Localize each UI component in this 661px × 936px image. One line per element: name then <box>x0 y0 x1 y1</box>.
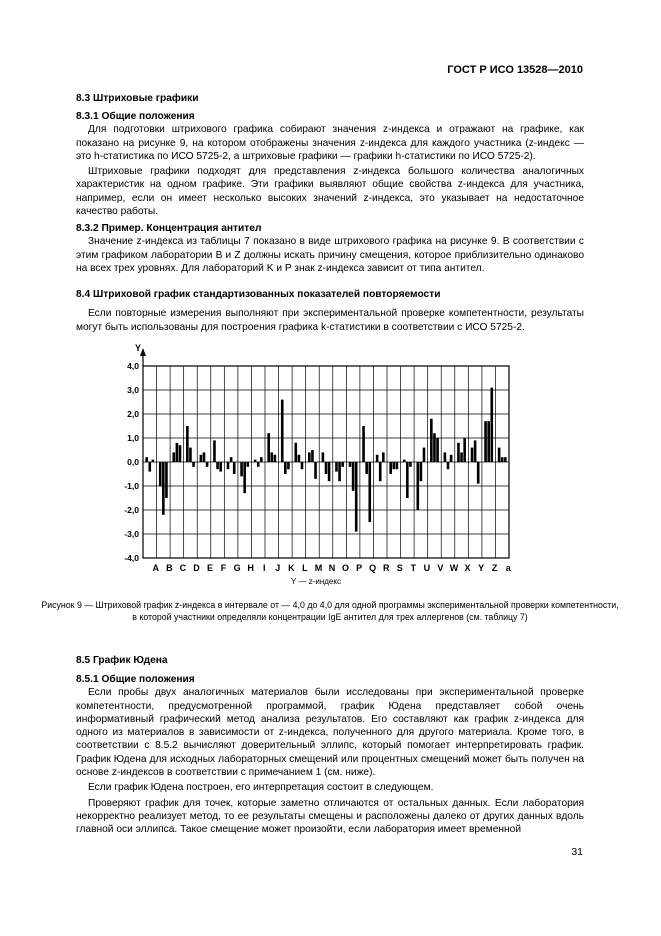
section-8-3-1 <box>76 110 584 218</box>
section-8-5-1-title: 8.5.1 Общие положения <box>76 674 195 685</box>
section-8-4-para-1: Если повторные измерения выполняют при экспериментальной проверке компетентности, результаты могут быть использованы для построения графика k-статистики в соответствии с ИСО 5725-2. <box>76 308 584 333</box>
bar-D-2 <box>189 448 192 462</box>
section-8-5-1 <box>76 673 584 837</box>
section-8-5 <box>76 654 584 667</box>
bar-K-1 <box>281 400 284 462</box>
bar-S-2 <box>392 462 395 469</box>
bar-U-3 <box>423 448 426 462</box>
bar-J-1 <box>267 433 270 462</box>
bar-J-2 <box>270 452 273 462</box>
bar-K-3 <box>287 462 290 469</box>
bar-E-2 <box>203 452 206 462</box>
bar-R-3 <box>382 452 385 462</box>
bar-Y-2 <box>474 440 477 462</box>
bar-T-2 <box>406 462 409 498</box>
bar-C-1 <box>172 452 175 462</box>
bar-a-1 <box>498 448 501 462</box>
bar-Z-3 <box>490 388 493 462</box>
bar-C-3 <box>179 445 182 462</box>
x-tick-label: a <box>505 563 511 573</box>
bar-S-1 <box>389 462 392 474</box>
bar-Y-3 <box>477 462 480 484</box>
bar-B-2 <box>162 462 165 515</box>
bar-M-1 <box>308 452 311 462</box>
bar-Q-2 <box>365 462 368 474</box>
bar-R-2 <box>379 462 382 481</box>
bar-E-3 <box>206 462 209 467</box>
bar-P-2 <box>352 462 355 491</box>
bar-G-3 <box>233 462 236 474</box>
bar-X-3 <box>463 438 466 462</box>
section-8-3-title: 8.3 Штриховые графики <box>76 93 199 104</box>
y-tick-label: 3,0 <box>127 385 139 395</box>
bar-chart <box>0 340 661 590</box>
x-tick-label: F <box>220 563 227 573</box>
x-tick-label: M <box>314 563 323 573</box>
bar-P-1 <box>349 462 352 467</box>
bar-Y-1 <box>471 448 474 462</box>
bar-F-3 <box>219 462 222 472</box>
section-8-5-title: 8.5 График Юдена <box>76 655 168 666</box>
bar-G-2 <box>230 457 233 462</box>
bar-I-1 <box>254 460 257 462</box>
x-tick-label: N <box>328 563 336 573</box>
bar-B-3 <box>165 462 168 498</box>
bar-G-1 <box>227 462 230 469</box>
y-tick-label: -1,0 <box>124 481 139 491</box>
section-8-5-1-para-2: Если график Юдена построен, его интерпретация состоит в следующем. <box>88 782 434 794</box>
bar-P-3 <box>355 462 358 532</box>
bar-W-1 <box>444 452 447 462</box>
bar-Z-1 <box>484 421 487 462</box>
bar-A-3 <box>152 460 155 462</box>
section-8-3 <box>76 92 584 105</box>
bar-a-2 <box>501 457 504 462</box>
bar-H-2 <box>243 462 246 493</box>
page-number: 31 <box>571 846 583 858</box>
bar-B-1 <box>159 462 162 486</box>
x-tick-label: X <box>464 563 471 573</box>
section-8-5-1-para-1: Если пробы двух аналогичных материалов были исследованы при экспериментальной проверке компетентности, предусмотренной программой, график Юдена представляет собой очень информативный графический метод анализа результатов. Его составляют как график z-индекса для одного из материалов в зависимости от z-индекса, полученного для другого материала. Кроме того, в соответствии с 8.5.2 вычисляют доверительный эллипс, который помогает интерпретировать график. График Юдена для исходных лабораторных смещений или процентных смещений может быть получен на основе z-индексов в соответствии с примечанием 1 (см. ниже). <box>76 687 584 779</box>
bar-U-1 <box>416 462 419 510</box>
x-tick-label: O <box>342 563 350 573</box>
y-tick-label: -3,0 <box>124 529 139 539</box>
bar-D-3 <box>192 462 195 467</box>
bar-S-3 <box>396 462 399 469</box>
x-tick-label: S <box>396 563 403 573</box>
section-8-3-1-para-1: Для подготовки штрихового графика собирают значения z-индекса и отражают на графике, как показано на рисунке 9, на котором отображены значения z-индекса для каждого участника (z-индекс — это h-статистика по ИСО 5725-2, а штриховые графики — графики h-статистики по ИСО 5725-2). <box>76 124 584 162</box>
bar-R-1 <box>376 455 379 462</box>
x-tick-label: R <box>382 563 390 573</box>
bar-L-3 <box>301 462 304 469</box>
bar-C-2 <box>176 443 179 462</box>
x-tick-label: W <box>449 563 459 573</box>
x-tick-label: I <box>262 563 266 573</box>
bar-Q-3 <box>368 462 371 522</box>
x-tick-label: G <box>233 563 241 573</box>
section-8-3-2-title: 8.3.2 Пример. Концентрация антител <box>76 223 262 234</box>
x-tick-label: K <box>288 563 295 573</box>
bar-A-2 <box>148 462 151 472</box>
section-8-5-1-para-3: Проверяют график для точек, которые заметно отличаются от остальных данных. Если лаборатория некорректно реализует метод, то ее результаты смещены и расположены далеко от других данных вдоль главной оси эллипса. Такое смещение может произойти, если лаборатория имеет временной <box>76 797 584 836</box>
bar-O-3 <box>341 462 344 467</box>
bar-M-3 <box>314 462 317 479</box>
bar-H-3 <box>246 462 249 467</box>
x-tick-label: A <box>152 563 160 573</box>
bar-K-2 <box>284 462 287 474</box>
bar-O-1 <box>335 462 338 472</box>
y-axis-caption: Y — z-индекс <box>291 577 341 586</box>
bar-F-1 <box>213 440 216 462</box>
bar-W-2 <box>447 462 450 469</box>
y-tick-label: -4,0 <box>124 553 139 563</box>
x-tick-label: T <box>410 563 417 573</box>
bar-I-3 <box>260 457 263 462</box>
x-tick-label: J <box>275 563 281 573</box>
x-tick-labels <box>153 563 512 573</box>
bar-A-1 <box>145 457 148 462</box>
bar-I-2 <box>257 462 260 467</box>
bar-J-3 <box>274 455 277 462</box>
y-tick-labels <box>124 361 139 563</box>
x-tick-label: E <box>206 563 214 573</box>
bar-V-3 <box>436 438 439 462</box>
x-tick-label: L <box>302 563 308 573</box>
bar-V-1 <box>430 419 433 462</box>
section-8-3-1-para-2: Штриховые графики подходят для представления z-индекса большого количества аналогичных характеристик на одном графике. Эти графики выявляют общие свойства z-индекса для участника, например, если он имеет несколько высоких значений z-индекса, это указывает на недостаточное качество работы. <box>76 166 584 218</box>
bar-D-1 <box>186 426 189 462</box>
bar-N-1 <box>322 452 325 462</box>
section-8-4-title: 8.4 Штриховой график стандартизованных показателей повторяемости <box>76 289 441 300</box>
bar-N-3 <box>328 462 331 481</box>
chart-grid <box>140 348 509 558</box>
bar-N-2 <box>325 462 328 474</box>
section-8-3-1-title: 8.3.1 Общие положения <box>76 111 195 122</box>
section-8-4 <box>76 288 584 334</box>
bar-M-2 <box>311 450 314 462</box>
x-tick-label: Y <box>478 563 485 573</box>
bar-V-2 <box>433 433 436 462</box>
y-tick-label: -2,0 <box>124 505 139 515</box>
x-tick-label: B <box>166 563 173 573</box>
bar-W-3 <box>450 455 453 462</box>
y-tick-label: 1,0 <box>127 433 139 443</box>
bar-Z-2 <box>487 421 490 462</box>
section-8-3-2-para-1: Значение z-индекса из таблицы 7 показано в виде штрихового графика на рисунке 9. В соответствии с этим графиком лаборатории B и Z должны искать причину смещения, которое приблизительно одинаково на всех трех уровнях. Для лабораторий K и P знак z-индекса зависит от типа антител. <box>76 236 584 274</box>
bar-a-3 <box>504 457 507 462</box>
bar-E-1 <box>200 455 203 462</box>
x-tick-label: C <box>179 563 187 573</box>
y-tick-label: 2,0 <box>127 409 139 419</box>
bar-U-2 <box>420 462 423 481</box>
x-tick-label: H <box>247 563 254 573</box>
x-tick-label: V <box>437 563 444 573</box>
figure-caption: Рисунок 9 — Штриховой график z-индекса в интервале от — 4,0 до 4,0 для одной программы экспериментальной проверки компетентности, в которой участники определяли концентрации IgE антител для трех аллергенов (см. таблицу 7) <box>41 600 619 622</box>
bar-O-2 <box>338 462 341 481</box>
y-axis-label: Y <box>135 343 142 353</box>
bar-T-1 <box>403 460 406 462</box>
bar-L-2 <box>298 455 301 462</box>
x-tick-label: P <box>356 563 363 573</box>
bar-L-1 <box>294 443 297 462</box>
bar-X-2 <box>460 452 463 462</box>
bar-H-1 <box>240 462 243 476</box>
standard-header: ГОСТ Р ИСО 13528—2010 <box>447 64 583 76</box>
bar-T-3 <box>409 462 412 467</box>
y-tick-label: 4,0 <box>127 361 139 371</box>
x-tick-label: U <box>423 563 431 573</box>
bar-Q-1 <box>362 426 365 462</box>
x-tick-label: Z <box>491 563 498 573</box>
bar-F-2 <box>216 462 219 469</box>
x-tick-label: D <box>193 563 200 573</box>
bar-X-1 <box>457 443 460 462</box>
x-tick-label: Q <box>369 563 377 573</box>
y-tick-label: 0,0 <box>127 457 139 467</box>
section-8-3-2 <box>76 222 584 275</box>
